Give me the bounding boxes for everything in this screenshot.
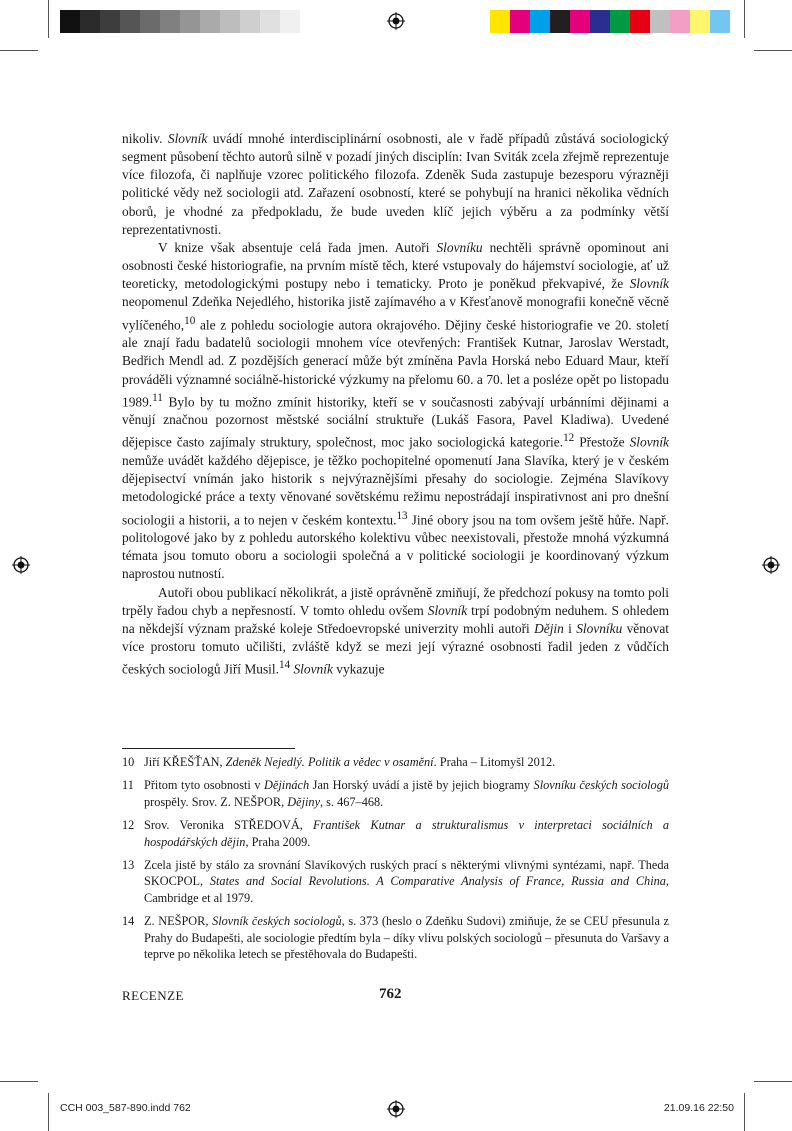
footnotes: [122, 754, 669, 969]
italic-title: Slovník českých sociologů: [212, 914, 342, 929]
footnote-ref[interactable]: 14: [278, 659, 291, 672]
footnote-ref[interactable]: 13: [396, 509, 408, 522]
calibration-swatch: [690, 10, 710, 33]
color-bar: [490, 10, 730, 33]
text-run: neopomenul Zdeňka Nejedlého, historika jistě zajímavého a v Křesťanově monografii konečně věcně vylíčeného,: [122, 294, 669, 333]
calibration-swatch: [610, 10, 630, 33]
registration-mark-left: [12, 556, 30, 574]
italic-title: Slovník: [629, 276, 669, 292]
italic-title: Slovník: [293, 661, 333, 677]
footnote-ref[interactable]: 11: [152, 391, 163, 404]
crop-mark: [754, 50, 792, 51]
calibration-swatch: [490, 10, 510, 33]
section-label: RECENZE: [122, 988, 184, 1003]
italic-title: Slovníku: [576, 620, 623, 636]
footnote-ref[interactable]: 12: [563, 432, 575, 445]
registration-mark-right: [762, 556, 780, 574]
text-run: Jiří KŘEŠŤAN,: [144, 755, 226, 769]
registration-mark-top: [387, 12, 405, 30]
calibration-swatch: [590, 10, 610, 33]
italic-title: States and Social Revolutions. A Comparative Analysis of France, Russia and China: [209, 874, 666, 889]
paragraph-3: [122, 584, 669, 679]
footnote-12: [122, 817, 669, 850]
crop-mark: [744, 0, 745, 38]
calibration-swatch: [280, 10, 300, 33]
italic-title: Zdeněk Nejedlý. Politik a vědec v osamění: [225, 755, 434, 769]
calibration-swatch: [550, 10, 570, 33]
footnote-text: [144, 817, 669, 850]
text-run: , s. 467–468.: [320, 794, 384, 809]
calibration-swatch: [160, 10, 180, 33]
calibration-swatch: [80, 10, 100, 33]
page-number: 762: [379, 986, 402, 1002]
footnote-separator: [122, 748, 295, 749]
calibration-swatch: [260, 10, 280, 33]
text-run: Bylo by tu možno zmínit historiky, kteří se v současnosti zabývají urbánními dějinami a věnují značnou pozornost městské sociální struktuře (Lukáš Fasora, Pavel Kladiwa). Uvedené dějepisce často zajímaly struktury, společnost, moc jako sociologická kategorie.: [122, 394, 669, 450]
text-run: uvádí mnohé interdisciplinární osobnosti, ale v řadě případů zůstává sociologický segment působení těchto autorů silně v pozadí jiných disciplín: Ivan Sviták zcela zřejmě reprezentuje více filozofa, či naplňuje vzorec politického filozofa. Zdeněk Suda zastupuje bezesporu výrazněji politické vědy než sociologii atd. Zařazení osobností, které se pohybují na hranici několika vědních oborů, je vhodné za předpokladu, že bude uveden klíč jejich výběru a za podmínky větší reprezentativnosti.: [122, 131, 669, 237]
text-run: vykazuje: [332, 661, 385, 677]
footnote-14: [122, 913, 669, 962]
footnote-13: [122, 857, 669, 906]
text-run: Z. NEŠPOR,: [144, 914, 213, 929]
text-run: , s. 373 (heslo o Zdeňku Sudovi) zmiňuje, že se CEU přesunula z Prahy do Budapešti, ale sociologie předtím byla – díky vlivu polských sociologů – přesunuta do Varšavy a teprve po několika letech se přestěhovala do Budapešti.: [144, 914, 670, 962]
italic-title: Slovník: [629, 434, 669, 450]
calibration-swatch: [240, 10, 260, 33]
text-run: , Praha 2009.: [245, 834, 311, 849]
calibration-swatch: [630, 10, 650, 33]
footnote-text: [144, 754, 669, 770]
registration-mark-bottom: [387, 1100, 405, 1118]
italic-title: Dějinách: [264, 778, 310, 793]
text-run: Přestože: [574, 434, 630, 450]
footnote-ref[interactable]: 10: [184, 314, 196, 327]
italic-title: Dějiny: [287, 794, 321, 809]
text-run: Zcela jistě by stálo za srovnání Slavíkových ruských prací s některými vlivnými syntézami, např. Theda SKOCPOL,: [144, 858, 669, 889]
footnote-11: [122, 777, 669, 810]
text-run: . Praha – Litomyšl 2012.: [433, 755, 556, 769]
footnote-text: [144, 777, 669, 810]
crop-mark: [754, 1081, 792, 1082]
text-run: Jiné obory jsou na tom ovšem ještě hůře. Např. politologové jako by z pohledu autorského kolektivu vůbec neexistovali, přestože mnohá výzkumná témata jsou tomuto oboru a sociologii společná a v politické sociologii je koordinovaný výzkum naprostou nutností.: [122, 512, 669, 582]
footnote-number: 12: [122, 818, 135, 833]
slug-file: CCH 003_587-890.indd 762: [60, 1102, 191, 1114]
calibration-swatch: [710, 10, 730, 33]
calibration-swatch: [530, 10, 550, 33]
calibration-swatch: [220, 10, 240, 33]
grayscale-bar: [60, 10, 300, 33]
footnote-number: 14: [122, 914, 135, 929]
text-run: Jan Horský uvádí a jistě by jejich biogramy: [309, 778, 534, 793]
text-run: nechtěli správně opominout ani osobnosti české historiografie, na prvním místě těch, které vstupovaly do hájemství sociologie, ať už teoreticky, metodologickými postupy nebo i tematicky. Proto je poněkud překvapivé, že: [122, 239, 669, 292]
text-run: Srov. Veronika STŘEDOVÁ,: [144, 818, 314, 833]
footnote-10: [122, 754, 669, 770]
slug-timestamp: 21.09.16 22:50: [663, 1102, 734, 1114]
calibration-swatch: [100, 10, 120, 33]
italic-title: František Kutnar a strukturalismus v interpretaci sociálních a hospodářských dějin: [144, 818, 669, 849]
crop-mark: [0, 1081, 38, 1082]
crop-mark: [744, 1093, 745, 1131]
italic-title: Dějin: [534, 620, 564, 636]
calibration-swatch: [60, 10, 80, 33]
italic-title: Slovník: [427, 602, 468, 618]
calibration-swatch: [670, 10, 690, 33]
calibration-swatch: [510, 10, 530, 33]
footnote-text: [144, 857, 669, 906]
paragraph-2: [122, 239, 669, 584]
text-run: věnovat více prostoru tomuto učilišti, zvláště když se mezi její výrazné osobnosti řadil jeden z vůdčích českých sociologů Jiří Musil.: [122, 620, 669, 677]
text-run: i: [563, 620, 577, 636]
text-run: Autoři obou publikací několikrát, a jistě oprávněně zmiňují, že předchozí pokusy na tomto poli trpěly řadou chyb a nepřesností. V tomto ohledu ovšem: [122, 584, 669, 618]
footnote-number: 10: [122, 755, 135, 769]
italic-title: Slovník: [167, 131, 208, 146]
text-run: ale z pohledu sociologie autora okrajového. Dějiny české historiografie ve 20. století ale znají řadu badatelů sociologii mnohem více otevřených: František Kutnar, Jaroslav Werstadt, Bedřich Mendl ad. Z pozdějších generací může být zmíněna Pavla Horská nebo Eduard Maur, kteří prováděli významné sociálně-historické výzkumy na přelomu 60. a 70. let a posléze opět po listopadu 1989.: [122, 317, 669, 410]
footnote-text: [144, 913, 669, 962]
crop-mark: [48, 0, 49, 38]
calibration-swatch: [570, 10, 590, 33]
text-run: nikoliv.: [122, 131, 168, 146]
italic-title: Slovníku českých sociologů: [533, 778, 669, 793]
text-run: Přitom tyto osobnosti v: [144, 778, 265, 793]
crop-mark: [0, 50, 38, 51]
italic-title: Slovníku: [436, 239, 483, 255]
calibration-swatch: [140, 10, 160, 33]
text-run: , Cambridge et al 1979.: [144, 874, 669, 905]
footnote-number: 11: [122, 778, 134, 793]
body-text: [122, 130, 669, 679]
calibration-swatch: [650, 10, 670, 33]
calibration-swatch: [200, 10, 220, 33]
text-run: trpí podobným neduhem. S ohledem na někdejší význam pražské koleje Středoevropské univerzity mohli autoři: [122, 602, 669, 636]
text-run: prospěly. Srov. Z. NEŠPOR,: [144, 794, 288, 809]
crop-mark: [48, 1093, 49, 1131]
footnote-number: 13: [122, 858, 135, 873]
calibration-swatch: [120, 10, 140, 33]
calibration-swatch: [180, 10, 200, 33]
text-run: nemůže uvádět každého dějepisce, je těžko pochopitelné opomenutí Jana Slavíka, který je v českém dějepisectví vnímán jako historik s nejvýraznějšími přesahy do sociologie. Zejména Slavíkovy metodologické práce a texty věnované sovětskému režimu nepostrádají inspirativnost ani pro dnešní sociologii a historii, a to nejen v českém kontextu.: [122, 453, 669, 527]
text-run: V knize však absentuje celá řada jmen. Autoři: [158, 239, 437, 255]
paragraph-1: [122, 130, 669, 239]
